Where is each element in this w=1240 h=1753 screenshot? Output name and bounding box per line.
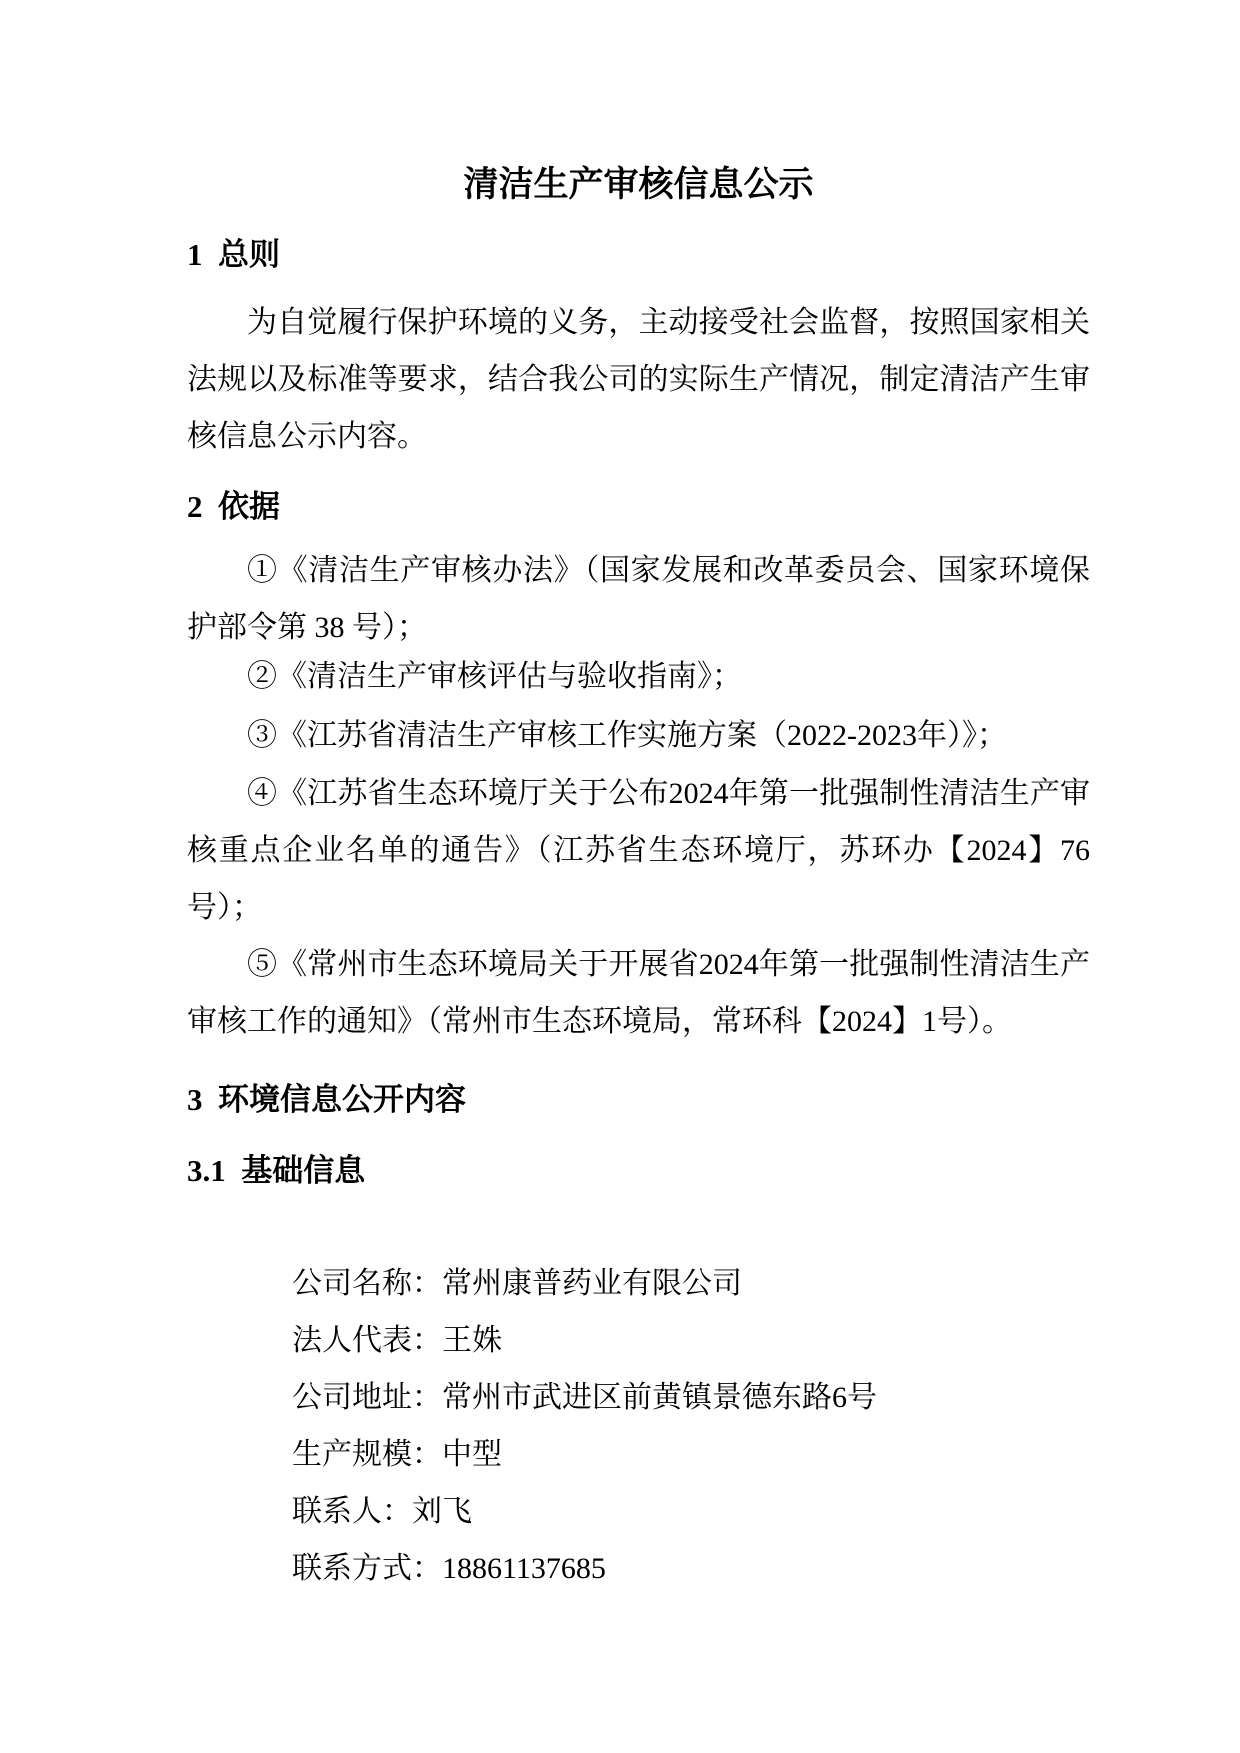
reference-item-2: ②《清洁生产审核评估与验收指南》； xyxy=(247,660,742,693)
info-field-company-name xyxy=(187,1198,1090,1300)
section-1-paragraph: 为自觉履行保护环境的义务，主动接受社会监督，按照国家相关法规以及标准等要求，结合我公司的实际生产情况，制定清洁产生审核信息公示内容。 xyxy=(187,306,1090,453)
info-label: 生产规模： xyxy=(292,1438,442,1471)
section-3-heading: 3 环境信息公开内容 xyxy=(187,1082,466,1117)
reference-item-1: ①《清洁生产审核办法》（国家发展和改革委员会、国家环境保护部令第 38 号）； xyxy=(187,554,1090,644)
info-value: 常州市武进区前黄镇景德东路6号 xyxy=(442,1381,877,1414)
reference-item-5: ⑤《常州市生态环境局关于开展省2024年第一批强制性清洁生产审核工作的通知》（常州市生态环境局，常环科【2024】1号）。 xyxy=(187,948,1090,1038)
info-value: 中型 xyxy=(442,1438,502,1471)
info-value: 18861137685 xyxy=(442,1552,606,1585)
info-label: 公司名称： xyxy=(292,1267,442,1300)
info-value: 刘飞 xyxy=(412,1495,472,1528)
info-label: 法人代表： xyxy=(292,1324,442,1357)
basic-info-list xyxy=(187,1198,1090,1585)
reference-item-4: ④《江苏省生态环境厅关于公布2024年第一批强制性清洁生产审核重点企业名单的通告》（江苏省生态环境厅，苏环办【2024】76号）； xyxy=(187,777,1090,924)
info-label: 联系人： xyxy=(292,1495,412,1528)
document-title: 清洁生产审核信息公示 xyxy=(463,165,814,204)
info-label: 联系方式： xyxy=(292,1552,442,1585)
info-value: 王姝 xyxy=(442,1324,502,1357)
section-2-heading: 2 依据 xyxy=(187,489,280,524)
info-value: 常州康普药业有限公司 xyxy=(442,1267,742,1300)
reference-item-3: ③《江苏省清洁生产审核工作实施方案（2022-2023年）》； xyxy=(247,719,1007,752)
section-1-heading: 1 总则 xyxy=(187,237,280,272)
info-label: 公司地址： xyxy=(292,1381,442,1414)
section-3-1-heading: 3.1 基础信息 xyxy=(187,1153,366,1188)
